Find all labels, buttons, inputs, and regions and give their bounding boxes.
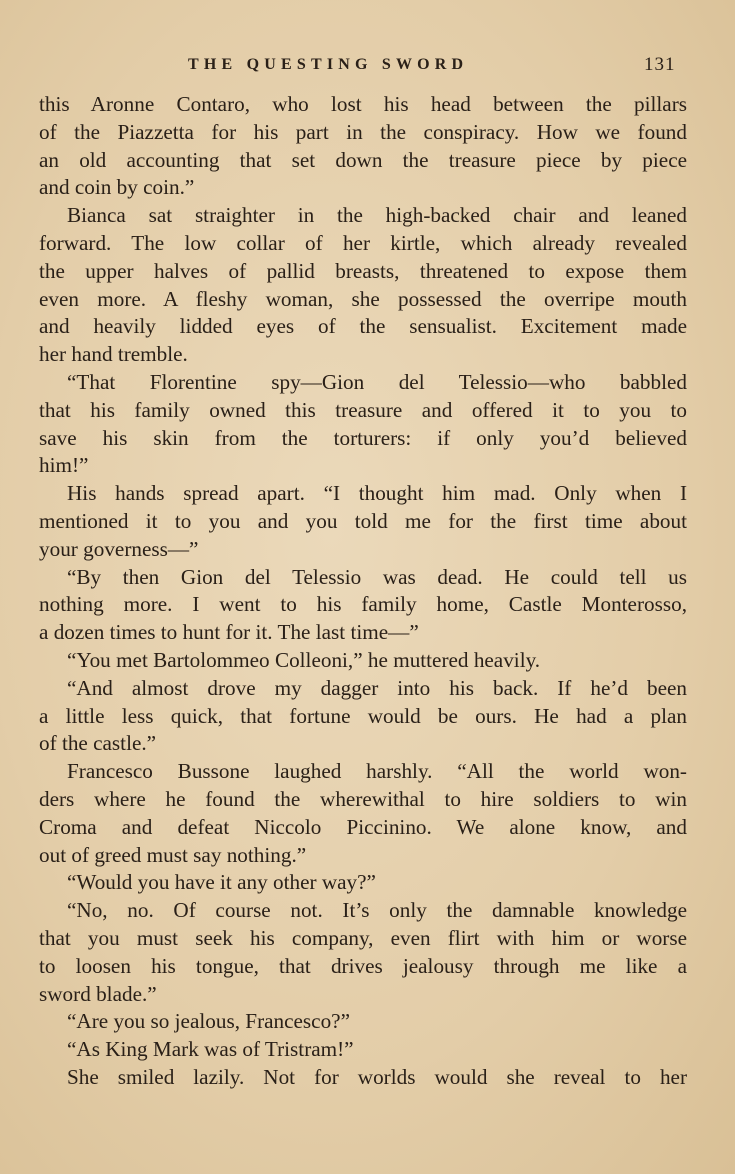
page-number: 131 xyxy=(644,54,676,75)
text-line: even more. A fleshy woman, she possessed the overripe mouth xyxy=(39,286,687,311)
text-line: “And almost drove my dagger into his back. If he’d been xyxy=(67,675,687,700)
text-line: mentioned it to you and you told me for the first time about xyxy=(39,508,687,533)
text-line: Francesco Bussone laughed harshly. “All the world won- xyxy=(67,759,687,784)
text-line: to loosen his tongue, that drives jealousy through me like a xyxy=(39,953,687,978)
text-line: save his skin from the torturers: if only you’d believed xyxy=(39,425,687,450)
text-line: “Are you so jealous, Francesco?” xyxy=(67,1009,350,1034)
text-line: Bianca sat straighter in the high-backed chair and leaned xyxy=(67,203,687,228)
page-body-text xyxy=(39,91,687,1092)
text-line: nothing more. I went to his family home, Castle Monterosso, xyxy=(39,592,687,617)
text-line: of the Piazzetta for his part in the conspiracy. How we found xyxy=(39,119,687,144)
text-line: Croma and defeat Niccolo Piccinino. We alone know, and xyxy=(39,814,687,839)
text-line: a dozen times to hunt for it. The last time—” xyxy=(39,620,419,645)
text-line: “Would you have it any other way?” xyxy=(67,870,376,895)
text-line: “That Florentine spy—Gion del Telessio—who babbled xyxy=(67,369,687,394)
text-line: “As King Mark was of Tristram!” xyxy=(67,1037,354,1062)
text-line: the upper halves of pallid breasts, threatened to expose them xyxy=(39,258,687,283)
text-line: a little less quick, that fortune would be ours. He had a plan xyxy=(39,703,687,728)
text-line: that his family owned this treasure and offered it to you to xyxy=(39,397,687,422)
running-title: THE QUESTING SWORD xyxy=(188,56,469,73)
text-line: His hands spread apart. “I thought him mad. Only when I xyxy=(67,481,687,506)
text-line: sword blade.” xyxy=(39,981,157,1006)
text-line: of the castle.” xyxy=(39,731,157,756)
page-header xyxy=(0,56,735,82)
text-line: out of greed must say nothing.” xyxy=(39,842,307,867)
text-line: and coin by coin.” xyxy=(39,175,195,200)
text-line: “You met Bartolommeo Colleoni,” he muttered heavily. xyxy=(67,647,541,672)
text-line: She smiled lazily. Not for worlds would she reveal to her xyxy=(67,1064,687,1089)
text-line: an old accounting that set down the treasure piece by piece xyxy=(39,147,687,172)
text-line: your governess—” xyxy=(39,536,199,561)
text-line: that you must seek his company, even flirt with him or worse xyxy=(39,925,687,950)
text-line: him!” xyxy=(39,453,89,478)
text-line: this Aronne Contaro, who lost his head between the pillars xyxy=(39,92,687,116)
text-line: her hand tremble. xyxy=(39,342,188,367)
text-line: “By then Gion del Telessio was dead. He could tell us xyxy=(67,564,687,589)
text-line: forward. The low collar of her kirtle, which already revealed xyxy=(39,230,687,255)
text-line: “No, no. Of course not. It’s only the damnable knowledge xyxy=(67,898,687,923)
text-line: ders where he found the wherewithal to hire soldiers to win xyxy=(39,786,687,811)
text-line: and heavily lidded eyes of the sensualist. Excitement made xyxy=(39,314,687,339)
